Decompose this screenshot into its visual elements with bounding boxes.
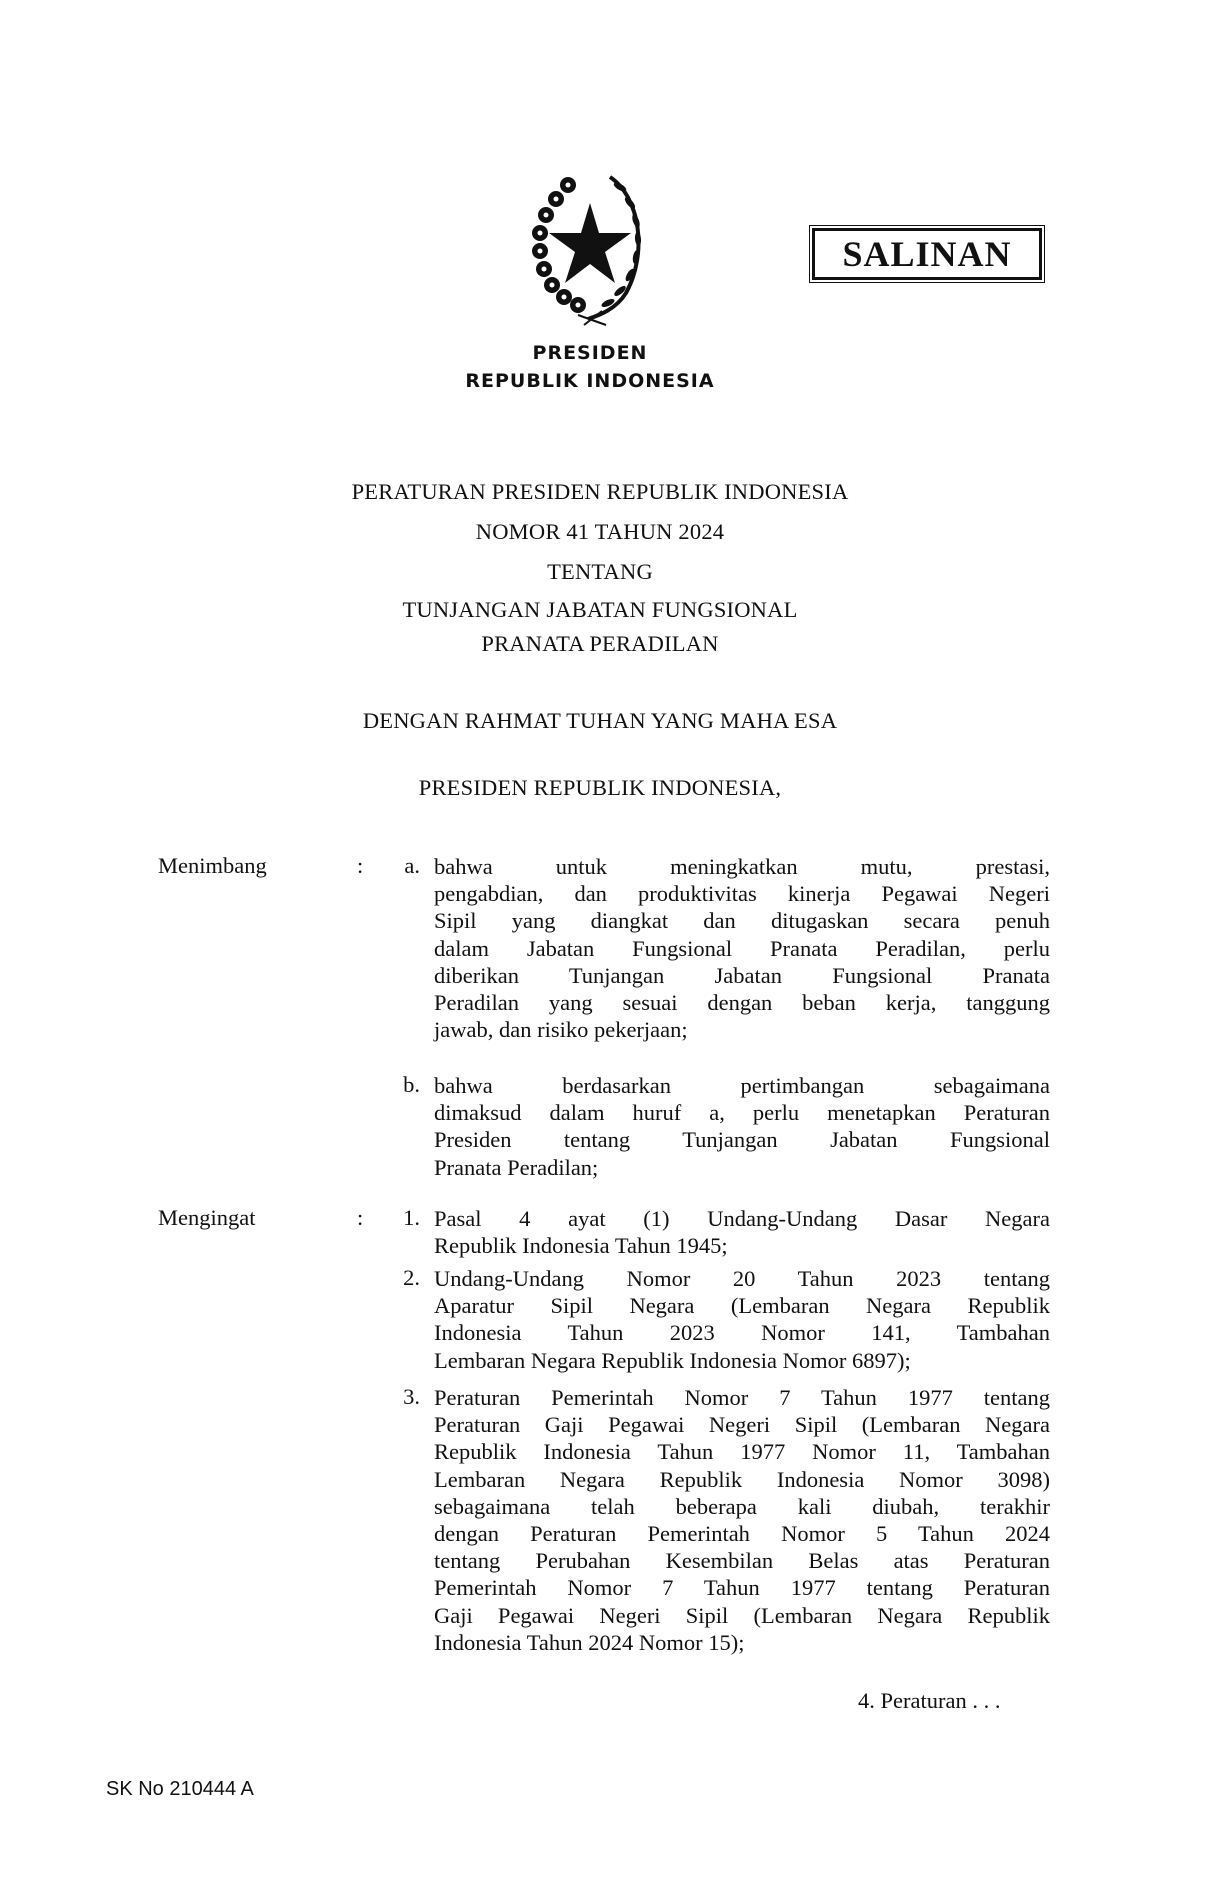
text-line: Republik Indonesia Tahun 1977 Nomor 11, Tambahan [434,1439,1050,1465]
mengingat-colon: : [357,1205,364,1230]
mengingat-marker-2: 2. [403,1265,420,1290]
mengingat-marker-3: 3. [403,1384,420,1409]
issuer-line-2: REPUBLIK INDONESIA [465,370,715,392]
text-line: Presiden tentang Tunjangan Jabatan Fungsional [434,1127,1050,1153]
document-code: SK No 210444 A [106,1778,254,1800]
title-line-4: TUNJANGAN JABATAN FUNGSIONAL [402,597,798,622]
text-line: Lembaran Negara Republik Indonesia Nomor 6897); [434,1347,911,1373]
text-line: Undang-Undang Nomor 20 Tahun 2023 tentang [434,1266,1050,1291]
mengingat-item-3 [434,1384,1050,1656]
text-line: Peradilan yang sesuai dengan beban kerja, tanggung [434,990,1050,1016]
presidential-seal-star-icon [528,163,652,328]
mengingat-item-2 [434,1265,1050,1374]
continuation-note: 4. Peraturan . . . [858,1688,1001,1713]
authority: PRESIDEN REPUBLIK INDONESIA, [418,775,782,800]
title-line-5: PRANATA PERADILAN [481,631,719,656]
text-line: Gaji Pegawai Negeri Sipil (Lembaran Negara Republik [434,1602,1050,1628]
text-line: Sipil yang diangkat dan ditugaskan secara penuh [434,908,1050,934]
text-line: Lembaran Negara Republik Indonesia Nomor 3098) [434,1466,1050,1492]
menimbang-label: Menimbang [158,853,267,878]
mengingat-item-1 [434,1205,1050,1259]
text-line: Peraturan Pemerintah Nomor 7 Tahun 1977 tentang [434,1385,1050,1410]
menimbang-marker-b: b. [403,1072,420,1097]
title-line-3: TENTANG [547,559,653,584]
text-line: Indonesia Tahun 2024 Nomor 15); [434,1629,745,1655]
menimbang-marker-a: a. [404,853,420,878]
text-line: sebagaimana telah beberapa kali diubah, terakhir [434,1493,1050,1519]
text-line: Pasal 4 ayat (1) Undang-Undang Dasar Negara [434,1206,1050,1231]
menimbang-item-a [434,853,1050,1043]
text-line: Pemerintah Nomor 7 Tahun 1977 tentang Peraturan [434,1575,1050,1601]
text-line: tentang Perubahan Kesembilan Belas atas Peraturan [434,1548,1050,1574]
text-line: bahwa berdasarkan pertimbangan sebagaimana [434,1073,1050,1098]
text-line: Republik Indonesia Tahun 1945; [434,1233,728,1259]
mengingat-marker-1: 1. [403,1205,420,1230]
text-line: Indonesia Tahun 2023 Nomor 141, Tambahan [434,1320,1050,1346]
text-line: dengan Peraturan Pemerintah Nomor 5 Tahun 2024 [434,1521,1050,1547]
menimbang-colon: : [357,853,364,878]
mengingat-label: Mengingat [158,1205,256,1230]
title-line-1: PERATURAN PRESIDEN REPUBLIK INDONESIA [351,479,849,504]
text-line: dimaksud dalam huruf a, perlu menetapkan Peraturan [434,1100,1050,1126]
issuer-line-1: PRESIDEN [532,342,648,364]
invocation: DENGAN RAHMAT TUHAN YANG MAHA ESA [362,708,838,733]
text-line: Peraturan Gaji Pegawai Negeri Sipil (Lembaran Negara [434,1412,1050,1438]
title-line-2: NOMOR 41 TAHUN 2024 [475,519,725,544]
text-line: dalam Jabatan Fungsional Pranata Peradilan, perlu [434,935,1050,961]
text-line: Aparatur Sipil Negara (Lembaran Negara Republik [434,1293,1050,1319]
text-line: pengabdian, dan produktivitas kinerja Pegawai Negeri [434,881,1050,907]
text-line: jawab, dan risiko pekerjaan; [434,1017,688,1043]
text-line: diberikan Tunjangan Jabatan Fungsional Pranata [434,962,1050,988]
text-line: bahwa untuk meningkatkan mutu, prestasi, [434,854,1050,879]
salinan-stamp: SALINAN [812,228,1042,280]
text-line: Pranata Peradilan; [434,1154,599,1180]
menimbang-item-b [434,1072,1050,1181]
